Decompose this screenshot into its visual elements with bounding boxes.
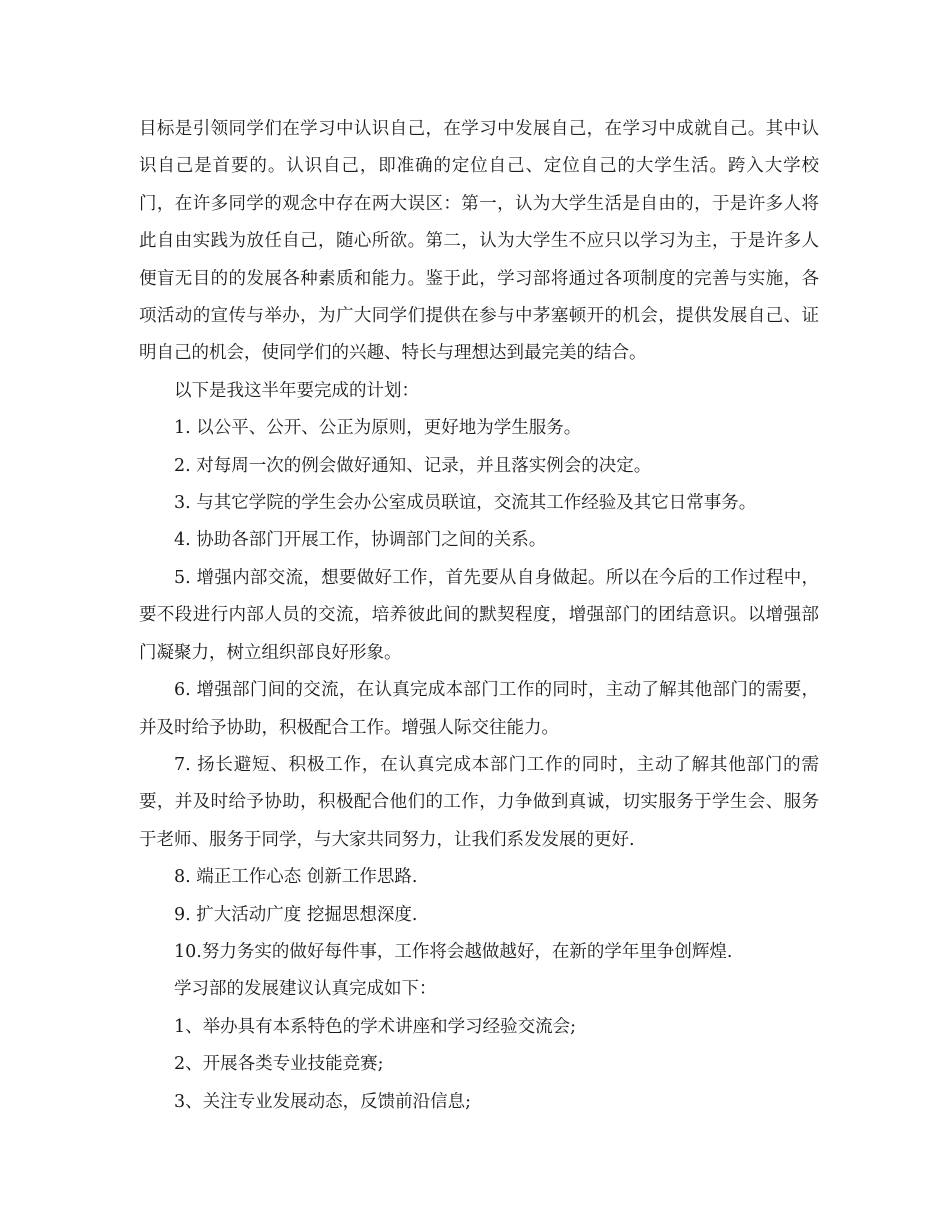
list-item-plan-5: 5. 增强内部交流，想要做好工作，首先要从自身做起。所以在今后的工作过程中，要不段进行内部人员的交流，培养彼此间的默契程度，增强部门的团结意识。以增强部门凝聚力，树立组织部良好形象。 xyxy=(139,567,819,663)
list-item-suggestion-2: 2、开展各类专业技能竞赛; xyxy=(174,1054,384,1075)
list-item-plan-1: 1. 以公平、公开、公正为原则，更好地为学生服务。 xyxy=(174,418,582,439)
list-item-plan-9: 9. 扩大活动广度 挖掘思想深度. xyxy=(174,904,418,925)
list-item-plan-10: 10.努力务实的做好每件事，工作将会越做越好，在新的学年里争创辉煌. xyxy=(174,941,733,962)
list-item-plan-6: 6. 增强部门间的交流，在认真完成本部门工作的同时，主动了解其他部门的需要，并及时给予协助，积极配合工作。增强人际交往能力。 xyxy=(139,680,819,738)
paragraph-suggestions-heading: 学习部的发展建议认真完成如下： xyxy=(174,979,437,1000)
list-item-plan-2: 2. 对每周一次的例会做好通知、记录，并且落实例会的决定。 xyxy=(174,455,652,476)
paragraph-intro: 目标是引领同学们在学习中认识自己，在学习中发展自己，在学习中成就自己。其中认识自己是首要的。认识自己，即准确的定位自己、定位自己的大学生活。跨入大学校门，在许多同学的观念中存在两大误区：第一，认为大学生活是自由的，于是许多人将此自由实践为放任自己，随心所欲。第二，认为大学生不应只以学习为主，于是许多人便盲无目的的发展各种素质和能力。鉴于此，学习部将通过各项制度的完善与实施，各项活动的宣传与举办，为广大同学们提供在参与中茅塞顿开的机会，提供发展自己、证明自己的机会，使同学们的兴趣、特长与理想达到最完美的结合。 xyxy=(139,119,819,364)
list-item-plan-7: 7. 扬长避短、积极工作，在认真完成本部门工作的同时，主动了解其他部门的需要，并及时给予协助，积极配合他们的工作，力争做到真诚，切实服务于学生会、服务于老师、服务于同学，与大家共同努力，让我们系发发展的更好. xyxy=(139,754,819,850)
list-item-plan-3: 3. 与其它学院的学生会办公室成员联谊，交流其工作经验及其它日常事务。 xyxy=(174,493,757,514)
list-item-plan-4: 4. 协助各部门开展工作，协调部门之间的关系。 xyxy=(174,530,547,551)
list-item-plan-8: 8. 端正工作心态 创新工作思路. xyxy=(174,867,418,888)
list-item-suggestion-1: 1、举办具有本系特色的学术讲座和学习经验交流会; xyxy=(174,1016,577,1037)
paragraph-plan-heading: 以下是我这半年要完成的计划： xyxy=(174,380,419,401)
list-item-suggestion-3: 3、关注专业发展动态，反馈前沿信息; xyxy=(174,1091,472,1112)
document-body xyxy=(139,111,819,1121)
